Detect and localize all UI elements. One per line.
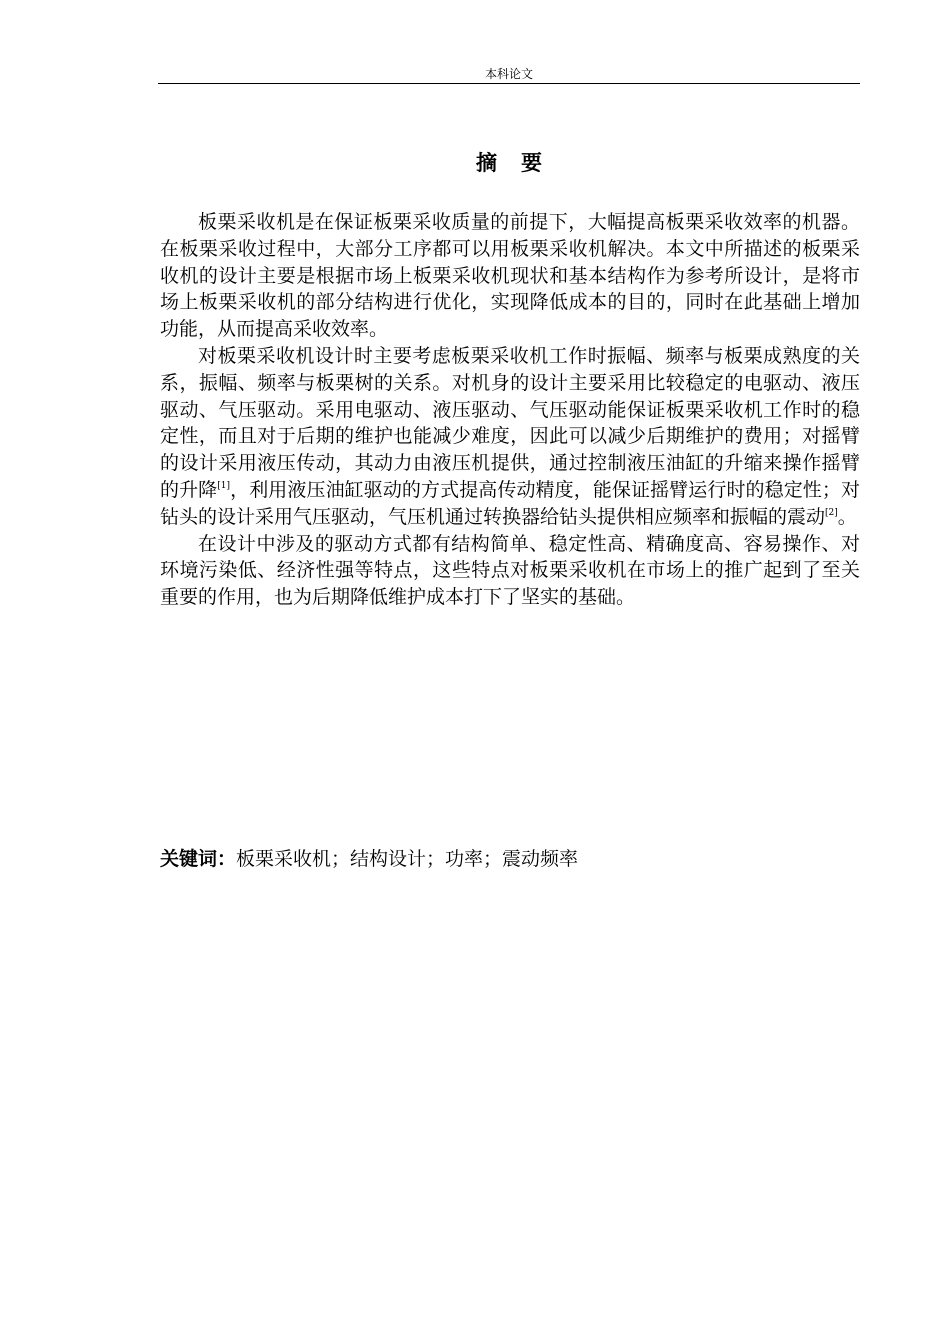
abstract-body — [160, 209, 860, 611]
paragraph-2-text-a: 对板栗采收机设计时主要考虑板栗采收机工作时振幅、频率与板栗成熟度的关系，振幅、频率与板栗树的关系。对机身的设计主要采用比较稳定的电驱动、液压驱动、气压驱动。采用电驱动、液压驱动、气压驱动能保证板栗采收机工作时的稳定性，而且对于后期的维护也能减少难度，因此可以减少后期维护的费用；对摇臂的设计采用液压传动，其动力由液压机提供，通过控制液压油缸的升缩来操作摇臂的升降 — [160, 344, 860, 501]
keywords-line — [160, 846, 860, 872]
abstract-title: 摘要 — [476, 151, 566, 175]
header-divider — [158, 83, 860, 84]
abstract-paragraph-3: 在设计中涉及的驱动方式都有结构简单、稳定性高、精确度高、容易操作、对环境污染低、经济性强等特点，这些特点对板栗采收机在市场上的推广起到了至关重要的作用，也为后期降低维护成本打下了坚实的基础。 — [160, 532, 860, 609]
citation-1: [1] — [217, 480, 231, 491]
abstract-paragraph-2 — [160, 343, 860, 531]
paragraph-2-text-b: ，利用液压油缸驱动的方式提高传动精度，能保证摇臂运行时的稳定性；对钻头的设计采用气压驱动，气压机通过转换器给钻头提供相应频率和振幅的震动 — [160, 478, 860, 528]
running-header: 本科论文 — [484, 67, 533, 81]
keywords-label: 关键词： — [160, 848, 237, 870]
abstract-paragraph-1: 板栗采收机是在保证板栗采收质量的前提下，大幅提高板栗采收效率的机器。在板栗采收过程中，大部分工序都可以用板栗采收机解决。本文中所描述的板栗采收机的设计主要是根据市场上板栗采收机现状和基本结构作为参考所设计，是将市场上板栗采收机的部分结构进行优化，实现降低成本的目的，同时在此基础上增加功能，从而提高采收效率。 — [160, 211, 860, 341]
paragraph-2-text-c: 。 — [837, 505, 857, 528]
keywords-text: 板栗采收机；结构设计；功率；震动频率 — [236, 848, 579, 870]
citation-2: [2] — [825, 507, 838, 518]
